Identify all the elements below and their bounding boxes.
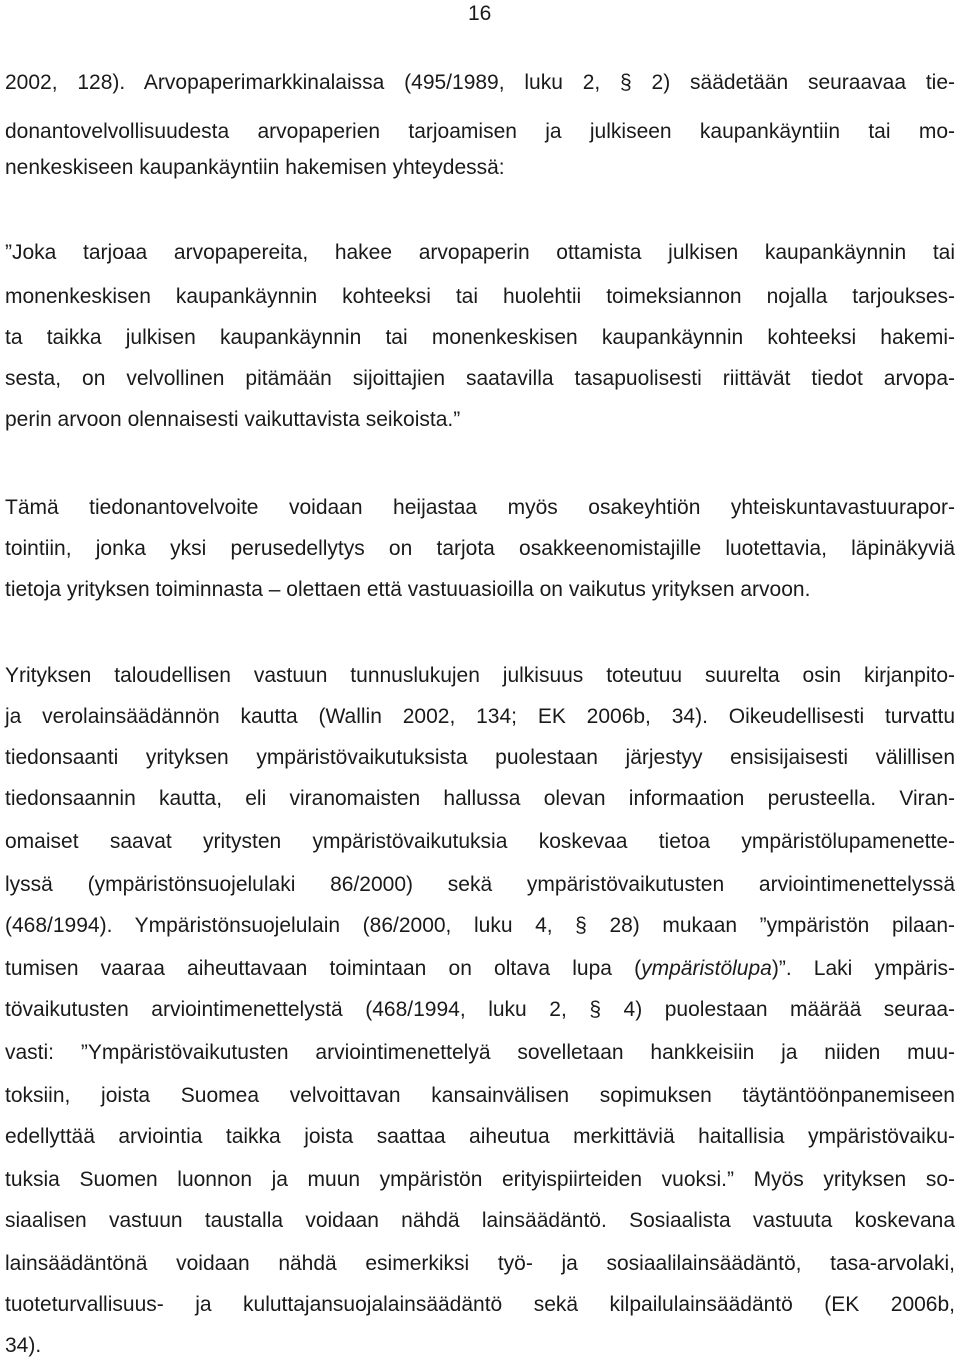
text-line: tietoja yrityksen toiminnasta – olettaen että vastuuasioilla on vaikutus yrityksen arvoon. (5, 578, 811, 601)
text-line: tiedonsaanti yrityksen ympäristövaikutuksista puolestaan järjestyy ensisijaisesti välillisen (5, 746, 955, 769)
text-line: tuoteturvallisuus- ja kuluttajansuojalainsäädäntö sekä kilpailulainsäädäntö (EK 2006b, (5, 1293, 955, 1316)
text-line: Tämä tiedonantovelvoite voidaan heijastaa myös osakeyhtiön yhteiskuntavastuurapor- (5, 496, 955, 519)
italic-term: ympäristölupa (641, 957, 772, 980)
text-line: ”Joka tarjoaa arvopapereita, hakee arvopaperin ottamista julkisen kaupankäynnin tai (5, 241, 955, 264)
text-fragment: )”. Laki ympäris- (771, 957, 955, 980)
text-line: tövaikutusten arviointimenettelystä (468/1994, luku 2, § 4) puolestaan määrää seuraa- (5, 998, 955, 1021)
text-line: nenkeskiseen kaupankäyntiin hakemisen yhteydessä: (5, 156, 505, 179)
text-line (5, 955, 955, 983)
text-line: ta taikka julkisen kaupankäynnin tai monenkeskisen kaupankäynnin kohteeksi hakemi- (5, 326, 955, 349)
text-line: (468/1994). Ympäristönsuojelulain (86/2000, luku 4, § 28) mukaan ”ympäristön pilaan- (5, 914, 955, 937)
text-line: monenkeskisen kaupankäynnin kohteeksi tai huolehtii toimeksiannon nojalla tarjoukses- (5, 285, 955, 308)
text-line: donantovelvollisuudesta arvopaperien tarjoamisen ja julkiseen kaupankäyntiin tai mo- (5, 120, 955, 143)
page-number: 16 (468, 2, 492, 25)
text-line: lyssä (ympäristönsuojelulaki 86/2000) sekä ympäristövaikutusten arviointimenettelyssä (5, 873, 955, 896)
text-line: 34). (5, 1334, 42, 1357)
text-line: vasti: ”Ympäristövaikutusten arviointimenettelyä sovelletaan hankkeisiin ja niiden muu- (5, 1041, 955, 1064)
text-line: tuksia Suomen luonnon ja muun ympäristön erityispiirteiden vuoksi.” Myös yrityksen so- (5, 1168, 955, 1191)
text-line: tointiin, jonka yksi perusedellytys on tarjota osakkeenomistajille luotettavia, läpinäkyviä (5, 537, 955, 560)
text-line: sesta, on velvollinen pitämään sijoittajien saatavilla tasapuolisesti riittävät tiedot arvopa- (5, 367, 955, 390)
text-line: siaalisen vastuun taustalla voidaan nähdä lainsäädäntö. Sosiaalista vastuuta koskevana (5, 1209, 955, 1232)
text-line: ja verolainsäädännön kautta (Wallin 2002, 134; EK 2006b, 34). Oikeudellisesti turvattu (5, 705, 955, 728)
text-line: edellyttää arviointia taikka joista saattaa aiheutua merkittäviä haitallisia ympäristövaiku- (5, 1125, 955, 1148)
text-line: Yrityksen taloudellisen vastuun tunnuslukujen julkisuus toteutuu suurelta osin kirjanpito- (5, 664, 955, 687)
text-line: 2002, 128). Arvopaperimarkkinalaissa (495/1989, luku 2, § 2) säädetään seuraavaa tie- (5, 71, 955, 94)
text-line: tiedonsaannin kautta, eli viranomaisten hallussa olevan informaation perusteella. Viran- (5, 787, 955, 810)
text-line: omaiset saavat yritysten ympäristövaikutuksia koskevaa tietoa ympäristölupamenette- (5, 830, 955, 853)
text-fragment: tumisen vaaraa aiheuttavaan toimintaan on oltava lupa ( (5, 957, 642, 980)
text-line: perin arvoon olennaisesti vaikuttavista seikoista.” (5, 408, 461, 431)
text-line: lainsäädäntönä voidaan nähdä esimerkiksi työ- ja sosiaalilainsäädäntö, tasa-arvolaki, (5, 1252, 955, 1275)
text-line: toksiin, joista Suomea velvoittavan kansainvälisen sopimuksen täytäntöönpanemiseen (5, 1084, 955, 1107)
